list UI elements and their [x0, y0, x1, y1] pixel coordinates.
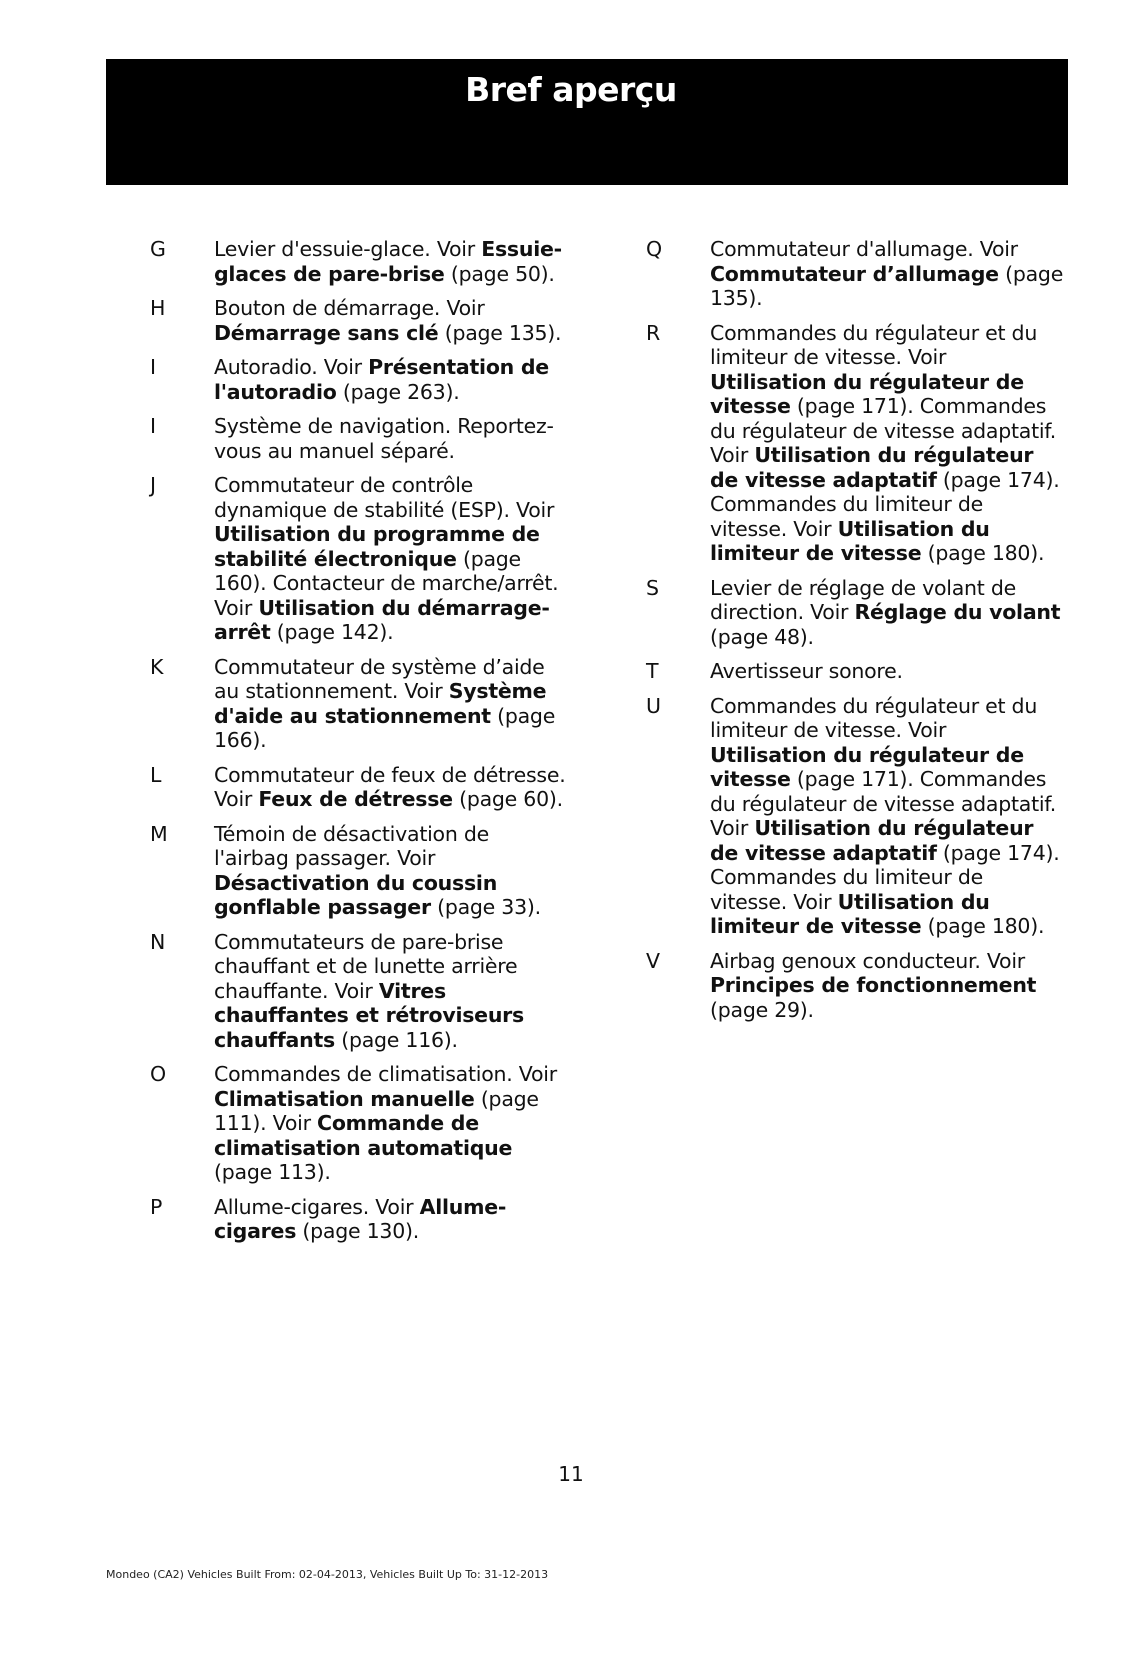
legend-description	[214, 1062, 568, 1185]
legend-entry	[644, 949, 1064, 1023]
legend-description	[710, 237, 1064, 311]
legend-letter: I	[150, 414, 156, 438]
page-title: Bref aperçu	[465, 70, 677, 109]
legend-description	[214, 930, 568, 1053]
legend-entry	[148, 355, 568, 404]
left-column	[148, 237, 568, 1254]
legend-description	[214, 237, 568, 286]
legend-letter: U	[646, 693, 661, 718]
legend-letter: H	[150, 296, 166, 320]
description-text: Avertisseur sonore.	[710, 659, 903, 683]
description-text: Témoin de désactivation de l'airbag passager. Voir	[214, 821, 489, 870]
legend-description	[214, 296, 568, 345]
legend-entry	[644, 237, 1064, 311]
legend-letter: N	[150, 929, 166, 954]
cross-reference-link: Système d'aide au stationnement	[214, 679, 547, 728]
legend-letter: M	[150, 821, 168, 846]
description-text: Levier d'essuie-glace. Voir	[214, 237, 482, 261]
description-text: (page 174). Commandes du limiteur de vitesse. Voir	[710, 840, 1060, 914]
legend-letter: I	[150, 355, 156, 379]
cross-reference-link: Désactivation du coussin gonflable passager	[214, 870, 498, 919]
cross-reference-link: Essuie-glaces de pare-brise	[214, 237, 562, 286]
legend-letter: R	[646, 320, 660, 345]
description-text: (page 50).	[444, 261, 555, 286]
description-text: (page 116).	[334, 1027, 458, 1052]
cross-reference-link: Vitres chauffantes et rétroviseurs chauffants	[214, 978, 524, 1052]
description-text: (page 130).	[296, 1219, 420, 1243]
legend-letter: Q	[646, 237, 662, 261]
legend-letter: S	[646, 575, 659, 600]
legend-description	[214, 355, 568, 404]
description-text: (page 60).	[452, 787, 563, 811]
legend-description	[710, 949, 1064, 1023]
legend-entry	[148, 473, 568, 645]
description-text: (page 111). Voir	[214, 1086, 539, 1135]
description-text: Commutateur de feux de détresse. Voir	[214, 762, 566, 811]
description-text: (page 33).	[430, 895, 541, 919]
description-text: (page 29).	[710, 997, 814, 1022]
legend-description	[710, 576, 1064, 650]
description-text: Commutateur de système d’aide au stationnement. Voir	[214, 654, 545, 703]
description-text: (page 135).	[710, 261, 1064, 310]
description-text: Système de navigation. Reportez-vous au manuel séparé.	[214, 414, 554, 463]
legend-entry	[148, 1195, 568, 1244]
description-text: (page 48).	[710, 624, 814, 649]
cross-reference-link: Utilisation du régulateur de vitesse adaptatif	[710, 443, 1034, 492]
legend-entry	[148, 1062, 568, 1185]
legend-entry	[148, 414, 568, 463]
description-text: (page 263).	[336, 379, 460, 404]
cross-reference-link: Utilisation du démarrage-arrêt	[214, 595, 550, 644]
description-text: Commutateurs de pare-brise chauffant et de lunette arrière chauffante. Voir	[214, 929, 518, 1003]
legend-description	[710, 694, 1064, 939]
description-text: Commandes du régulateur et du limiteur de vitesse. Voir	[710, 320, 1038, 369]
description-text: (page 171). Commandes du régulateur de vitesse adaptatif. Voir	[710, 394, 1057, 467]
legend-letter: T	[646, 659, 659, 683]
legend-entry	[148, 822, 568, 920]
legend-entry	[644, 694, 1064, 939]
legend-letter: P	[150, 1194, 163, 1219]
description-text: Autoradio. Voir	[214, 355, 369, 379]
description-text: (page 113).	[214, 1160, 331, 1184]
legend-letter: V	[646, 948, 660, 973]
description-text: (page 180).	[921, 541, 1045, 565]
legend-entry	[148, 763, 568, 812]
footer-text: Mondeo (CA2) Vehicles Built From: 02-04-2013, Vehicles Built Up To: 31-12-2013	[106, 1568, 549, 1581]
description-text: Allume-cigares. Voir	[214, 1194, 420, 1219]
cross-reference-link: Feux de détresse	[258, 787, 453, 811]
legend-entry	[148, 237, 568, 286]
description-text: (page 160). Contacteur de marche/arrêt. Voir	[214, 546, 559, 620]
legend-entry	[148, 655, 568, 753]
legend-description	[214, 655, 568, 753]
description-text: Commutateur d'allumage. Voir	[710, 237, 1018, 261]
legend-letter: O	[150, 1062, 166, 1086]
legend-description	[214, 1195, 568, 1244]
legend-description	[710, 659, 1064, 684]
cross-reference-link: Utilisation du programme de stabilité électronique	[214, 522, 540, 571]
legend-description	[710, 321, 1064, 566]
description-text: Commutateur de contrôle dynamique de stabilité (ESP). Voir	[214, 473, 555, 522]
cross-reference-link: Réglage du volant	[854, 600, 1061, 624]
legend-letter: J	[150, 473, 156, 497]
cross-reference-link: Présentation de l'autoradio	[214, 355, 549, 404]
legend-description	[214, 473, 568, 645]
legend-letter: K	[150, 654, 164, 679]
description-text: (page 166).	[214, 703, 556, 752]
description-text: Airbag genoux conducteur. Voir	[710, 948, 1025, 973]
description-text: (page 142).	[270, 620, 394, 644]
legend-description	[214, 822, 568, 920]
description-text: Commandes de climatisation. Voir	[214, 1062, 557, 1086]
cross-reference-link: Utilisation du régulateur de vitesse adaptatif	[710, 816, 1034, 865]
description-text: (page 174). Commandes du limiteur de vitesse. Voir	[710, 467, 1060, 541]
description-text: Commandes du régulateur et du limiteur de vitesse. Voir	[710, 693, 1038, 742]
cross-reference-link: Utilisation du régulateur de vitesse	[710, 742, 1024, 791]
cross-reference-link: Utilisation du régulateur de vitesse	[710, 369, 1024, 418]
right-column	[644, 237, 1064, 1032]
cross-reference-link: Démarrage sans clé	[214, 320, 439, 345]
description-text: Levier de réglage de volant de direction. Voir	[710, 575, 1016, 624]
description-text: (page 180).	[921, 914, 1045, 938]
legend-description	[214, 763, 568, 812]
legend-entry	[644, 321, 1064, 566]
cross-reference-link: Utilisation du limiteur de vitesse	[710, 889, 990, 938]
legend-entry	[148, 296, 568, 345]
cross-reference-link: Allume-cigares	[214, 1194, 507, 1243]
cross-reference-link: Commutateur d’allumage	[710, 261, 999, 286]
description-text: Bouton de démarrage. Voir	[214, 296, 485, 320]
description-text: (page 171). Commandes du régulateur de vitesse adaptatif. Voir	[710, 767, 1057, 840]
legend-entry	[148, 930, 568, 1053]
legend-letter: G	[150, 237, 166, 261]
legend-description	[214, 414, 568, 463]
cross-reference-link: Climatisation manuelle	[214, 1086, 475, 1111]
legend-letter: L	[150, 762, 162, 787]
legend-entry	[644, 576, 1064, 650]
cross-reference-link: Commande de climatisation automatique	[214, 1111, 513, 1160]
cross-reference-link: Utilisation du limiteur de vitesse	[710, 516, 990, 565]
cross-reference-link: Principes de fonctionnement	[710, 973, 1037, 997]
legend-entry	[644, 659, 1064, 684]
description-text: (page 135).	[438, 320, 562, 345]
page-number: 11	[558, 1462, 584, 1486]
